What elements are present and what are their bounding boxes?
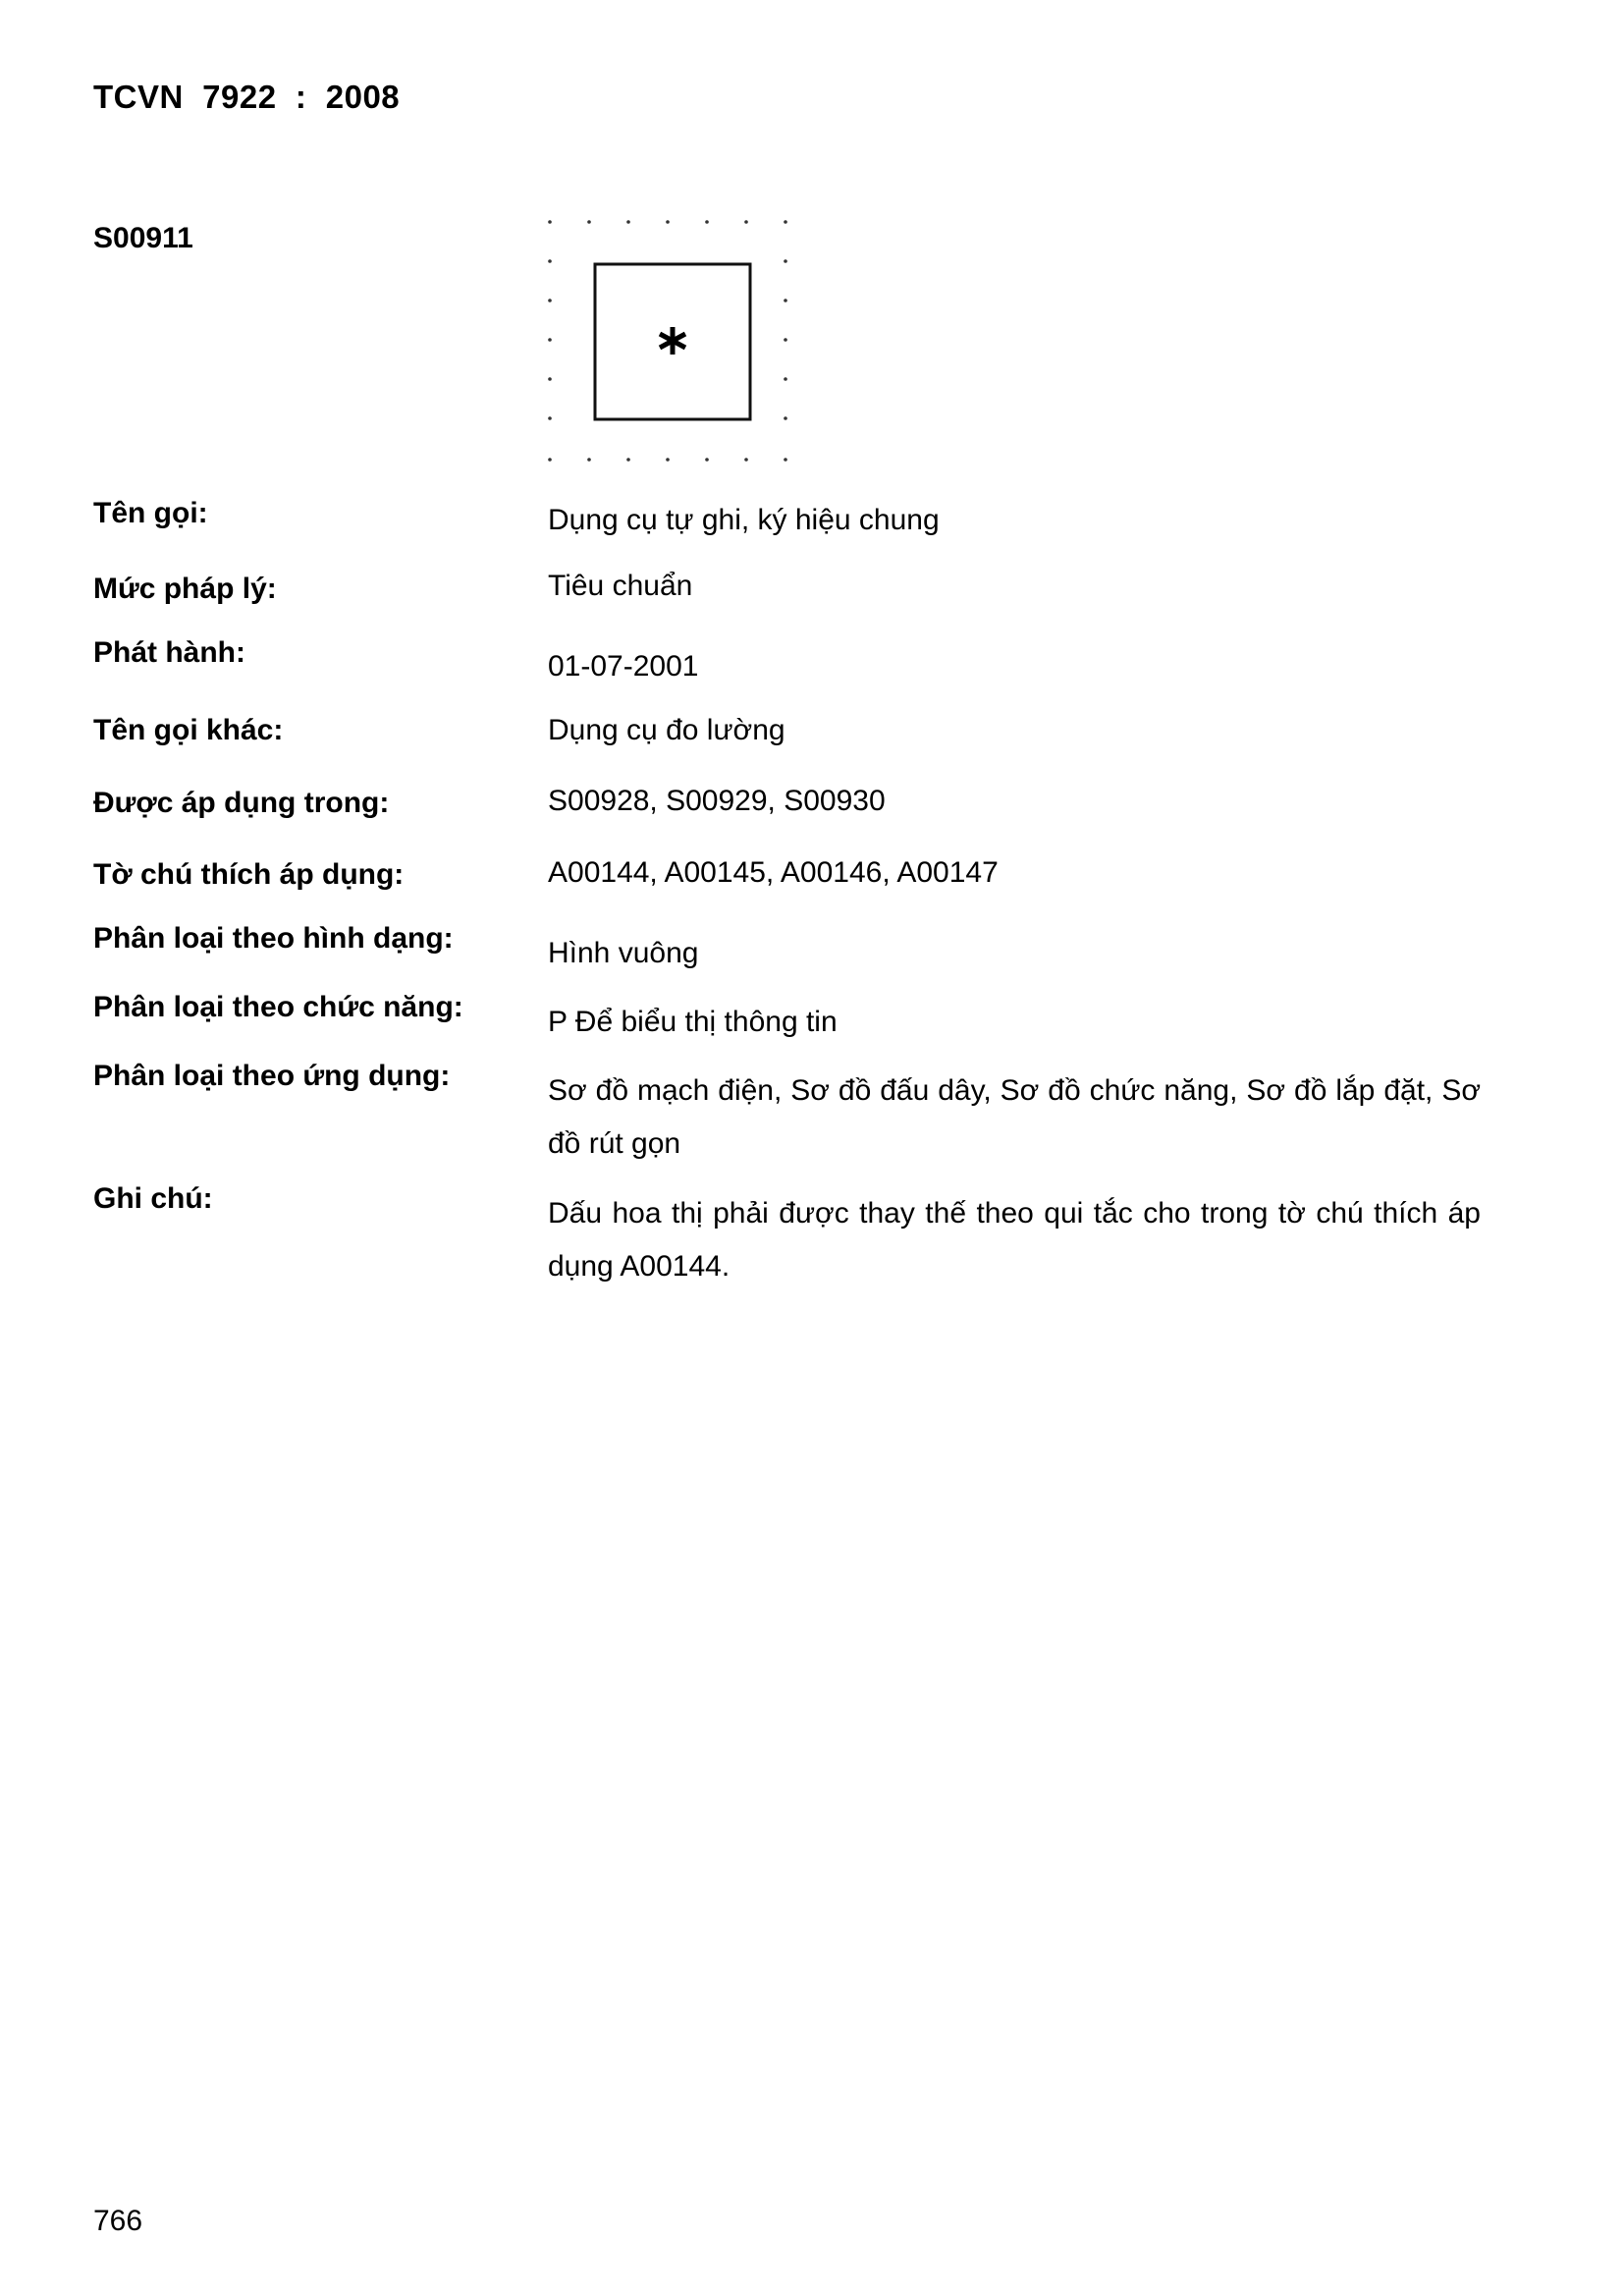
symbol-graphic: [538, 208, 803, 473]
field-value: Dấu hoa thị phải được thay thế theo qui tắc cho trong tờ chú thích áp dụng A00144.: [548, 1197, 1481, 1283]
field-label: Tờ chú thích áp dụng:: [93, 858, 405, 891]
field-value: Hình vuông: [548, 937, 699, 969]
field-value: 01-07-2001: [548, 650, 699, 683]
field-label: Tên gọi khác:: [93, 714, 284, 746]
square-asterisk-symbol-icon: [538, 208, 803, 473]
field-label: Phát hành:: [93, 636, 245, 669]
field-label: Phân loại theo ứng dụng:: [93, 1060, 451, 1092]
field-label: Phân loại theo hình dạng:: [93, 922, 454, 955]
field-label: Ghi chú:: [93, 1182, 213, 1215]
field-label: Được áp dụng trong:: [93, 787, 390, 819]
field-label: Phân loại theo chức năng:: [93, 991, 463, 1023]
field-value: P Để biểu thị thông tin: [548, 1006, 838, 1038]
asterisk-mark: [660, 327, 685, 355]
field-value: A00144, A00145, A00146, A00147: [548, 856, 999, 889]
field-value: S00928, S00929, S00930: [548, 785, 886, 817]
symbol-code: S00911: [93, 222, 193, 254]
field-label: Tên gọi:: [93, 497, 208, 529]
field-value: Dụng cụ tự ghi, ký hiệu chung: [548, 504, 940, 536]
field-value: Sơ đồ mạch điện, Sơ đồ đấu dây, Sơ đồ chức năng, Sơ đồ lắp đặt, Sơ đồ rút gọn: [548, 1074, 1481, 1160]
field-value: Tiêu chuẩn: [548, 570, 693, 602]
field-value: Dụng cụ đo lường: [548, 714, 785, 746]
field-label: Mức pháp lý:: [93, 573, 277, 605]
document-header: TCVN 7922 : 2008: [93, 79, 401, 115]
page-number: 766: [93, 2205, 143, 2237]
